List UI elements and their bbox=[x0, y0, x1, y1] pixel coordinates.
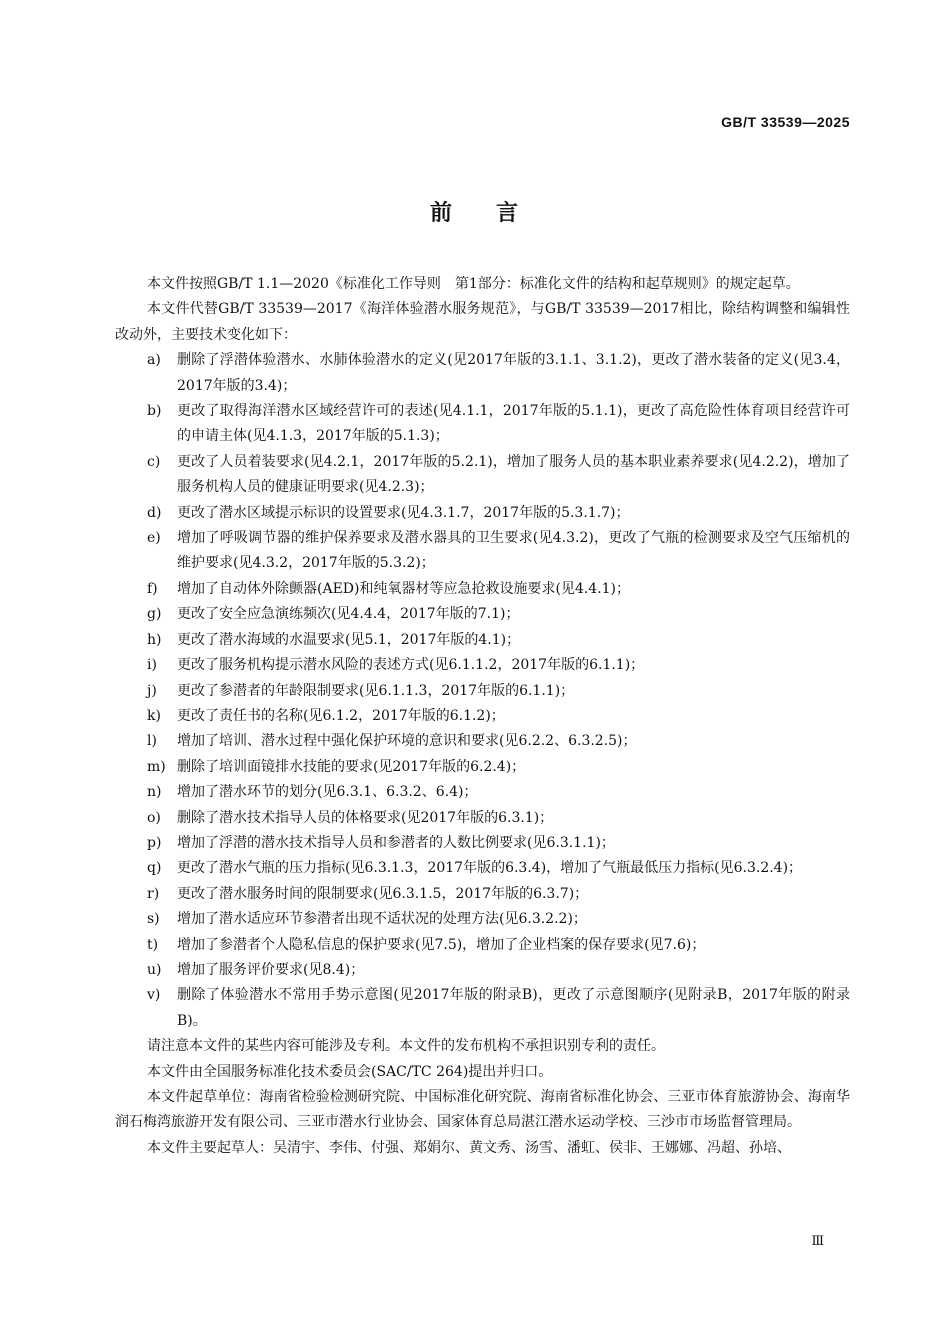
list-item-marker: i) bbox=[147, 657, 157, 674]
list-item bbox=[115, 755, 850, 780]
list-item bbox=[115, 882, 850, 907]
list-item-marker: o) bbox=[147, 809, 161, 826]
list-item bbox=[115, 577, 850, 602]
list-item-marker: m) bbox=[147, 758, 166, 775]
list-item-text: 增加了服务评价要求(见8.4)； bbox=[177, 961, 365, 978]
list-item bbox=[115, 729, 850, 754]
list-item-marker: n) bbox=[147, 784, 162, 801]
list-item bbox=[115, 653, 850, 678]
list-item-text: 删除了培训面镜排水技能的要求(见2017年版的6.2.4)； bbox=[177, 758, 526, 775]
paragraph-basis: 本文件按照GB/T 1.1—2020《标准化工作导则 第1部分：标准化文件的结构和起草规则》的规定起草。 bbox=[147, 276, 800, 292]
list-item bbox=[115, 704, 850, 729]
list-item-marker: h) bbox=[147, 631, 162, 648]
list-item-text: 增加了培训、潜水过程中强化保护环境的意识和要求(见6.2.2、6.3.2.5)； bbox=[177, 733, 637, 750]
document-body bbox=[115, 272, 850, 1161]
list-item-marker: f) bbox=[147, 580, 158, 597]
list-item-text: 更改了潜水服务时间的限制要求(见6.3.1.5，2017年版的6.3.7)； bbox=[177, 885, 589, 902]
list-item-text: 增加了浮潜的潜水技术指导人员和参潜者的人数比例要求(见6.3.1.1)； bbox=[177, 834, 615, 851]
list-item bbox=[115, 679, 850, 704]
list-item bbox=[115, 780, 850, 805]
paragraph-drafters: 本文件主要起草人：吴清宇、李伟、付强、郑娟尔、黄文秀、汤雪、潘虹、侯非、王娜娜、冯超、孙培、 bbox=[147, 1139, 791, 1156]
list-item-marker: v) bbox=[147, 987, 161, 1004]
list-item bbox=[115, 983, 850, 1034]
list-item bbox=[115, 399, 850, 450]
list-item-text: 更改了责任书的名称(见6.1.2，2017年版的6.1.2)； bbox=[177, 707, 505, 724]
list-item-marker: e) bbox=[147, 530, 161, 547]
list-item-text: 增加了潜水适应环节参潜者出现不适状况的处理方法(见6.3.2.2)； bbox=[177, 911, 587, 928]
page-title bbox=[0, 196, 950, 227]
standard-code: GB/T 33539—2025 bbox=[721, 114, 850, 130]
list-item-marker: u) bbox=[147, 961, 162, 978]
list-item bbox=[115, 806, 850, 831]
list-item-marker: a) bbox=[147, 352, 161, 369]
list-item-text: 删除了浮潜体验潜水、水肺体验潜水的定义(见2017年版的3.1.1、3.1.2)，更改了潜水装备的定义(见3.4，2017年版的3.4)； bbox=[177, 352, 850, 394]
list-item-text: 增加了潜水环节的划分(见6.3.1、6.3.2、6.4)； bbox=[177, 784, 478, 801]
list-item-marker: k) bbox=[147, 707, 161, 724]
list-item-marker: q) bbox=[147, 860, 162, 877]
list-item-text: 更改了取得海洋潜水区域经营许可的表述(见4.1.1，2017年版的5.1.1)，更改了高危险性体育项目经营许可的申请主体(见4.1.3，2017年版的5.1.3)； bbox=[177, 403, 850, 445]
list-item-text: 删除了体验潜水不常用手势示意图(见2017年版的附录B)，更改了示意图顺序(见附录B，2017年版的附录B)。 bbox=[177, 987, 850, 1029]
title-char-2: 言 bbox=[496, 201, 521, 226]
list-item-text: 更改了安全应急演练频次(见4.4.4，2017年版的7.1)； bbox=[177, 606, 520, 623]
list-item bbox=[115, 831, 850, 856]
list-item-text: 更改了潜水气瓶的压力指标(见6.3.1.3，2017年版的6.3.4)，增加了气瓶最低压力指标(见6.3.2.4)； bbox=[177, 860, 803, 877]
list-item-marker: b) bbox=[147, 403, 162, 420]
list-item-text: 增加了参潜者个人隐私信息的保护要求(见7.5)，增加了企业档案的保存要求(见7.6)； bbox=[177, 936, 706, 953]
list-item-marker: p) bbox=[147, 834, 162, 851]
list-item-text: 增加了自动体外除颤器(AED)和纯氧器材等应急抢救设施要求(见4.4.1)； bbox=[177, 580, 631, 597]
list-item-text: 更改了人员着装要求(见4.2.1，2017年版的5.2.1)，增加了服务人员的基本职业素养要求(见4.2.2)，增加了服务机构人员的健康证明要求(见4.2.3)； bbox=[177, 453, 850, 496]
list-item bbox=[115, 602, 850, 627]
paragraph-patent: 请注意本文件的某些内容可能涉及专利。本文件的发布机构不承担识别专利的责任。 bbox=[147, 1038, 665, 1055]
list-item bbox=[115, 907, 850, 932]
list-item-marker: r) bbox=[147, 885, 160, 902]
page-number: Ⅲ bbox=[811, 1234, 824, 1249]
list-item-text: 删除了潜水技术指导人员的体格要求(见2017年版的6.3.1)； bbox=[177, 809, 554, 826]
list-item-text: 更改了潜水区域提示标识的设置要求(见4.3.1.7，2017年版的5.3.1.7)； bbox=[177, 504, 630, 521]
list-item bbox=[115, 933, 850, 958]
list-item-text: 增加了呼吸调节器的维护保养要求及潜水器具的卫生要求(见4.3.2)，更改了气瓶的检测要求及空气压缩机的维护要求(见4.3.2，2017年版的5.3.2)； bbox=[177, 530, 850, 572]
paragraph-replacement: 本文件代替GB/T 33539—2017《海洋体验潜水服务规范》，与GB/T 33539—2017相比，除结构调整和编辑性改动外，主要技术变化如下： bbox=[115, 301, 850, 343]
list-item bbox=[115, 501, 850, 526]
list-item-marker: l) bbox=[147, 733, 157, 750]
list-item-text: 更改了潜水海域的水温要求(见5.1，2017年版的4.1)； bbox=[177, 631, 521, 648]
list-item bbox=[115, 628, 850, 653]
list-item bbox=[115, 856, 850, 881]
list-item-marker: g) bbox=[147, 606, 162, 623]
list-item-marker: j) bbox=[147, 682, 157, 699]
list-item-text: 更改了参潜者的年龄限制要求(见6.1.1.3，2017年版的6.1.1)； bbox=[177, 682, 575, 699]
list-item-marker: d) bbox=[147, 504, 162, 521]
paragraph-committee: 本文件由全国服务标准化技术委员会(SAC/TC 264)提出并归口。 bbox=[147, 1063, 553, 1080]
list-item-text: 更改了服务机构提示潜水风险的表述方式(见6.1.1.2，2017年版的6.1.1)； bbox=[177, 657, 645, 674]
list-item bbox=[115, 348, 850, 399]
list-item-marker: t) bbox=[147, 936, 159, 953]
title-char-1: 前 bbox=[429, 201, 454, 226]
list-item bbox=[115, 958, 850, 983]
list-item-marker: c) bbox=[147, 453, 161, 470]
list-item-marker: s) bbox=[147, 911, 160, 928]
paragraph-drafting-units: 本文件起草单位：海南省检验检测研究院、中国标准化研究院、海南省标准化协会、三亚市体育旅游协会、海南华润石梅湾旅游开发有限公司、三亚市潜水行业协会、国家体育总局湛江潜水运动学校、三沙市市场监督管理局。 bbox=[115, 1089, 850, 1131]
list-item bbox=[115, 450, 850, 501]
list-item bbox=[115, 526, 850, 577]
changes-list bbox=[115, 348, 850, 1034]
